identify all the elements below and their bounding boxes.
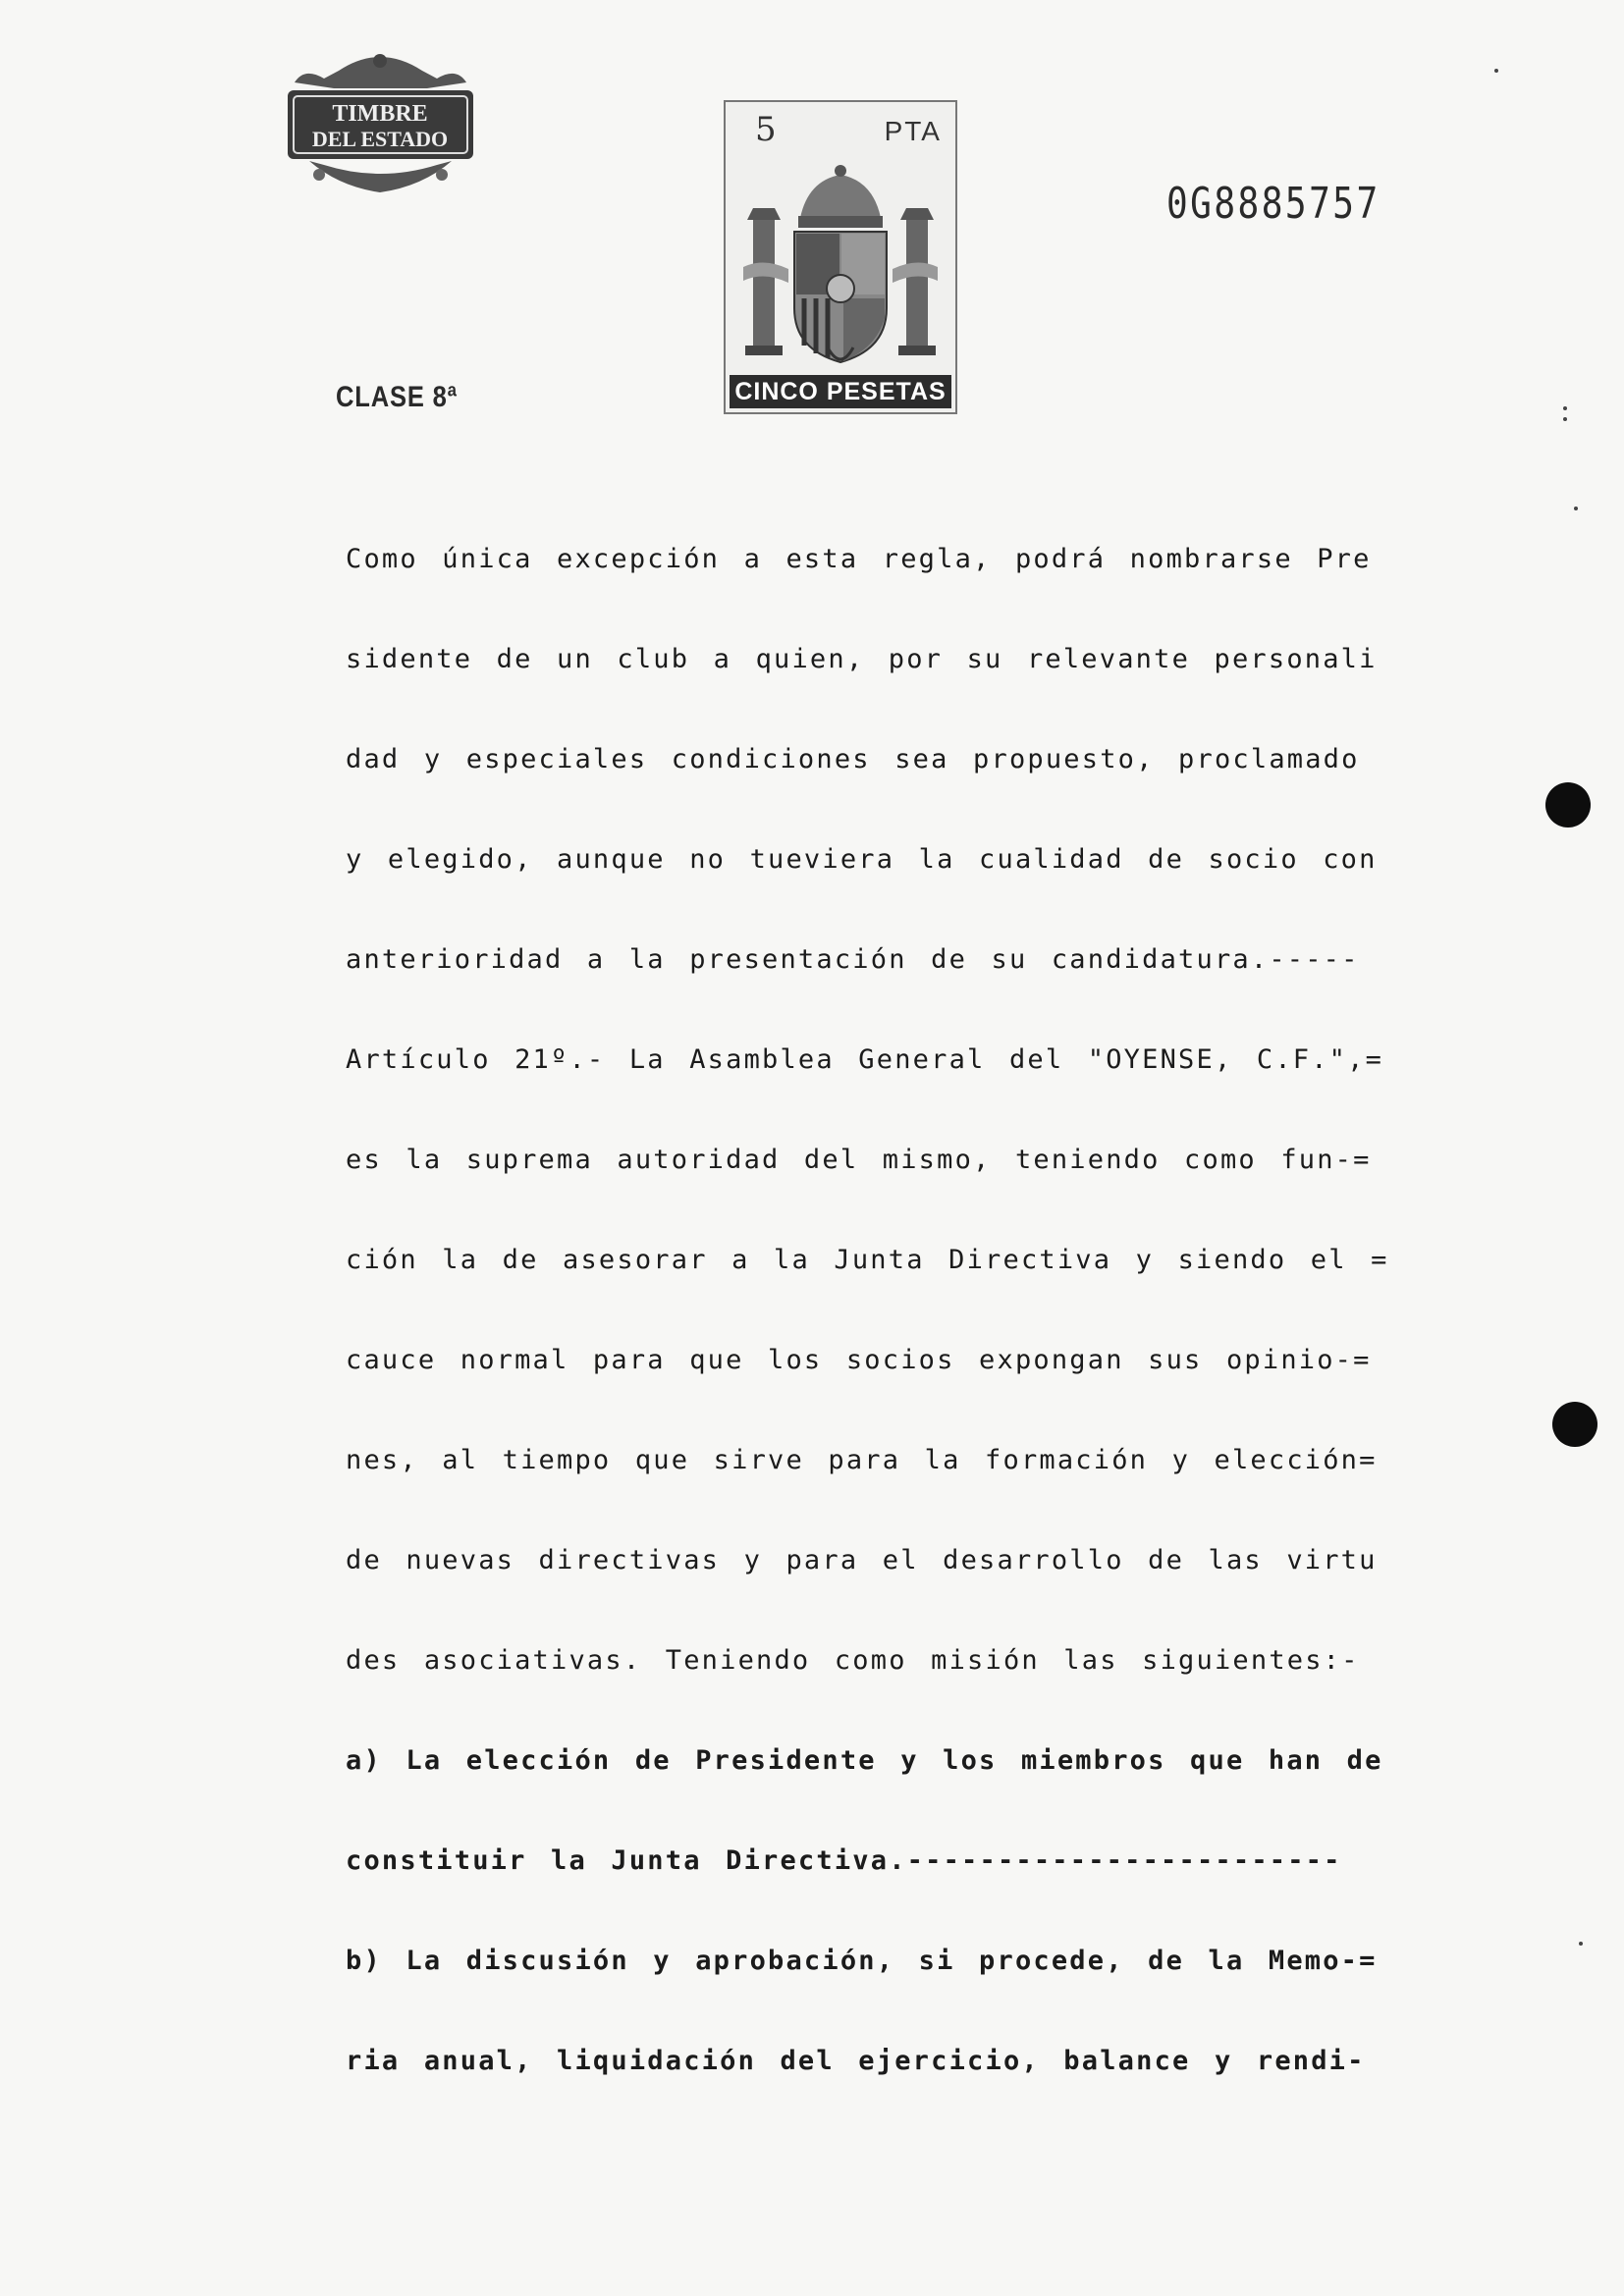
speck xyxy=(1563,417,1567,421)
text-line: ria anual, liquidación del ejercicio, balance y rendi- xyxy=(346,2046,1366,2076)
speck xyxy=(1574,507,1578,510)
text-line: des asociativas. Teniendo como misión las siguientes:- xyxy=(346,1645,1360,1676)
speck xyxy=(1494,69,1498,73)
timbre-del-estado-seal xyxy=(280,49,481,196)
document-body xyxy=(346,535,1445,2137)
speck xyxy=(1579,1942,1583,1946)
speck xyxy=(1563,406,1567,410)
text-line: a) La elección de Presidente y los miembros que han de xyxy=(346,1745,1383,1776)
revenue-stamp xyxy=(724,100,957,414)
stamp-unit: PTA xyxy=(884,116,942,146)
stamp-label: CINCO PESETAS xyxy=(730,375,951,408)
text-line: Artículo 21º.- La Asamblea General del "OYENSE, C.F.",= xyxy=(346,1044,1384,1075)
coat-of-arms-icon xyxy=(739,161,942,377)
punch-hole xyxy=(1545,782,1591,828)
text-line: ción la de asesorar a la Junta Directiva y siendo el = xyxy=(346,1245,1389,1275)
text-line: Como única excepción a esta regla, podrá nombrarse Pre xyxy=(346,544,1372,574)
text-line: y elegido, aunque no tueviera la cualidad de socio con xyxy=(346,844,1378,875)
svg-text:TIMBRE: TIMBRE xyxy=(332,101,428,127)
text-line: es la suprema autoridad del mismo, teniendo como fun-= xyxy=(346,1145,1372,1175)
text-line: b) La discusión y aprobación, si procede, de la Memo-= xyxy=(346,1946,1378,1976)
text-line: de nuevas directivas y para el desarrollo de las virtu xyxy=(346,1545,1378,1575)
text-line: dad y especiales condiciones sea propuesto, proclamado xyxy=(346,744,1360,774)
serial-number: 0G8885757 xyxy=(1166,179,1380,229)
class-label: CLASE 8ª xyxy=(336,381,458,413)
text-line: nes, al tiempo que sirve para la formación y elección= xyxy=(346,1445,1378,1475)
text-line: anterioridad a la presentación de su candidatura.----- xyxy=(346,944,1360,975)
punch-hole xyxy=(1552,1402,1597,1447)
text-line: sidente de un club a quien, por su relevante personali xyxy=(346,644,1378,674)
svg-text:DEL ESTADO: DEL ESTADO xyxy=(311,127,449,151)
stamp-value: 5 xyxy=(755,110,777,149)
text-line: constituir la Junta Directiva.------------------------ xyxy=(346,1845,1342,1876)
text-line: cauce normal para que los socios expongan sus opinio-= xyxy=(346,1345,1372,1375)
